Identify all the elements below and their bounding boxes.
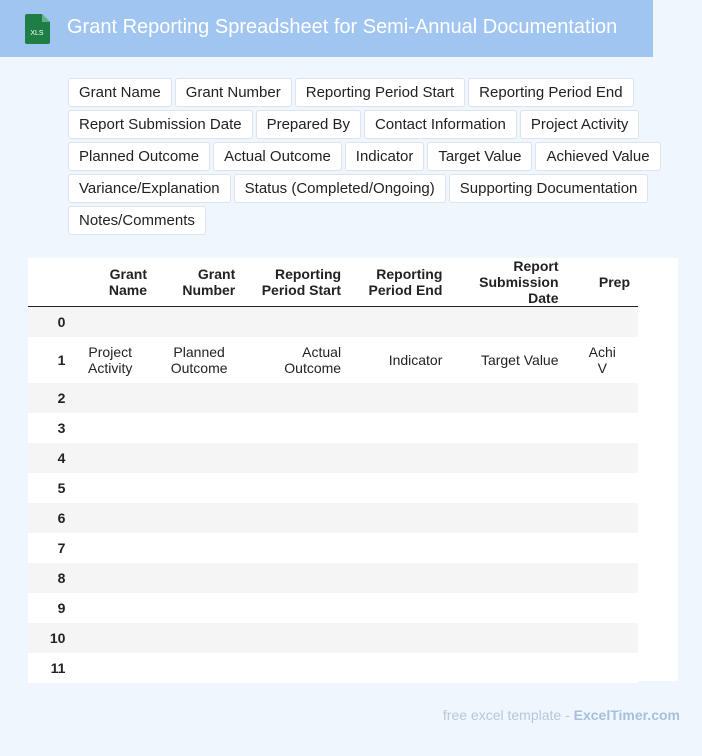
row-index: 7 bbox=[28, 533, 65, 563]
table-cell[interactable] bbox=[65, 503, 155, 533]
column-header[interactable] bbox=[65, 258, 155, 307]
column-header-line: Grant bbox=[197, 266, 236, 282]
table-cell[interactable] bbox=[155, 623, 243, 653]
table-cell[interactable] bbox=[567, 413, 638, 443]
row-index: 8 bbox=[28, 563, 65, 593]
table-row bbox=[28, 593, 638, 623]
footer-credit bbox=[443, 707, 680, 723]
table-cell[interactable] bbox=[243, 383, 349, 413]
row-index: 11 bbox=[28, 653, 65, 683]
table-cell[interactable] bbox=[349, 443, 450, 473]
column-chip[interactable]: Supporting Documentation bbox=[449, 174, 649, 203]
column-header-line: Number bbox=[182, 282, 236, 298]
cell-line: Indicator bbox=[388, 351, 443, 368]
cell-line: Project bbox=[88, 343, 132, 360]
table-cell[interactable] bbox=[450, 413, 566, 443]
cell-line: V bbox=[597, 359, 607, 376]
table-cell[interactable] bbox=[243, 307, 349, 337]
table-row bbox=[28, 413, 638, 443]
column-chip[interactable]: Reporting Period Start bbox=[295, 78, 465, 107]
table-cell[interactable] bbox=[349, 593, 450, 623]
row-index: 4 bbox=[28, 443, 65, 473]
table-cell[interactable] bbox=[155, 443, 243, 473]
table-row bbox=[28, 443, 638, 473]
column-chip[interactable]: Variance/Explanation bbox=[68, 174, 231, 203]
column-header-line: Grant bbox=[109, 266, 148, 282]
table-cell[interactable] bbox=[450, 503, 566, 533]
excel-icon-label: XLS bbox=[30, 30, 44, 37]
index-header bbox=[28, 258, 65, 307]
table-row bbox=[28, 533, 638, 563]
column-header[interactable] bbox=[349, 258, 450, 307]
row-index: 3 bbox=[28, 413, 65, 443]
table-cell[interactable] bbox=[243, 337, 349, 383]
column-chip[interactable]: Report Submission Date bbox=[68, 110, 253, 139]
table-cell[interactable] bbox=[450, 533, 566, 563]
table-cell[interactable] bbox=[155, 503, 243, 533]
table-cell[interactable] bbox=[450, 623, 566, 653]
table-cell[interactable] bbox=[567, 503, 638, 533]
column-chip[interactable]: Grant Number bbox=[175, 78, 292, 107]
row-index: 9 bbox=[28, 593, 65, 623]
column-chip[interactable]: Project Activity bbox=[520, 110, 640, 139]
table-cell[interactable] bbox=[349, 337, 450, 383]
column-chip[interactable]: Notes/Comments bbox=[68, 206, 206, 235]
table-row bbox=[28, 383, 638, 413]
column-header[interactable] bbox=[450, 258, 566, 307]
cell-line: Achi bbox=[588, 343, 616, 360]
column-header[interactable] bbox=[243, 258, 349, 307]
column-header-line: Report bbox=[513, 258, 559, 274]
row-index: 2 bbox=[28, 383, 65, 413]
table-cell[interactable] bbox=[65, 563, 155, 593]
table-cell[interactable] bbox=[65, 533, 155, 563]
table-cell[interactable] bbox=[450, 473, 566, 503]
table-cell[interactable] bbox=[243, 473, 349, 503]
table-cell[interactable] bbox=[65, 337, 155, 383]
table-cell[interactable] bbox=[155, 563, 243, 593]
table-cell[interactable] bbox=[155, 307, 243, 337]
row-index: 1 bbox=[28, 337, 65, 383]
table-cell[interactable] bbox=[155, 473, 243, 503]
table-cell[interactable] bbox=[65, 383, 155, 413]
footer-brand-link[interactable]: ExcelTimer.com bbox=[573, 707, 680, 723]
table-row bbox=[28, 563, 638, 593]
table-cell[interactable] bbox=[349, 563, 450, 593]
table-cell[interactable] bbox=[243, 623, 349, 653]
cell-line: Target Value bbox=[480, 351, 559, 368]
table-cell[interactable] bbox=[567, 307, 638, 337]
footer-prefix: free excel template - bbox=[442, 707, 574, 723]
table-cell[interactable] bbox=[65, 623, 155, 653]
row-index: 10 bbox=[28, 623, 65, 653]
table-cell[interactable] bbox=[155, 383, 243, 413]
table-cell[interactable] bbox=[567, 443, 638, 473]
table-header-row bbox=[28, 258, 638, 307]
table-cell[interactable] bbox=[65, 413, 155, 443]
table-cell[interactable] bbox=[450, 653, 566, 683]
table-cell[interactable] bbox=[567, 473, 638, 503]
table-cell[interactable] bbox=[155, 533, 243, 563]
column-header-line: Name bbox=[108, 282, 148, 298]
table-cell[interactable] bbox=[243, 503, 349, 533]
table-cell[interactable] bbox=[567, 533, 638, 563]
column-chip-list bbox=[68, 78, 668, 235]
excel-file-icon bbox=[24, 14, 50, 44]
table-cell[interactable] bbox=[450, 337, 566, 383]
column-header-line: Period End bbox=[368, 282, 443, 298]
column-chip[interactable]: Achieved Value bbox=[535, 142, 660, 171]
column-header[interactable] bbox=[567, 258, 638, 307]
column-header-line: Period Start bbox=[261, 282, 342, 298]
table-cell[interactable] bbox=[567, 653, 638, 683]
table-cell[interactable] bbox=[349, 473, 450, 503]
spreadsheet-table bbox=[49, 258, 678, 681]
table-cell[interactable] bbox=[450, 593, 566, 623]
table-row bbox=[28, 307, 638, 337]
column-header-line: Reporting bbox=[274, 266, 342, 282]
table-cell[interactable] bbox=[349, 653, 450, 683]
column-header-line: Submission Date bbox=[479, 274, 559, 306]
cell-line: Activity bbox=[88, 359, 133, 376]
page-title: Grant Reporting Spreadsheet for Semi-Annual Documentation bbox=[67, 16, 618, 38]
row-index: 5 bbox=[28, 473, 65, 503]
column-header-line: Reporting bbox=[376, 266, 443, 282]
table-cell[interactable] bbox=[450, 443, 566, 473]
table-row bbox=[28, 473, 638, 503]
table-cell[interactable] bbox=[65, 593, 155, 623]
table-cell[interactable] bbox=[349, 533, 450, 563]
column-chip[interactable]: Planned Outcome bbox=[68, 142, 210, 171]
table-cell[interactable] bbox=[567, 563, 638, 593]
table-cell[interactable] bbox=[349, 383, 450, 413]
column-header-line: Prep bbox=[598, 274, 630, 290]
table-cell[interactable] bbox=[349, 503, 450, 533]
table-cell[interactable] bbox=[450, 563, 566, 593]
cell-line: Outcome bbox=[170, 359, 228, 376]
column-header[interactable] bbox=[155, 258, 243, 307]
table-row bbox=[28, 503, 638, 533]
cell-line: Planned bbox=[173, 343, 225, 360]
table-cell[interactable] bbox=[155, 413, 243, 443]
table-cell[interactable] bbox=[155, 337, 243, 383]
table-cell[interactable] bbox=[450, 383, 566, 413]
table-cell[interactable] bbox=[243, 563, 349, 593]
column-chip[interactable]: Reporting Period End bbox=[468, 78, 633, 107]
column-chip[interactable]: Indicator bbox=[345, 142, 425, 171]
column-chip[interactable]: Grant Name bbox=[68, 78, 172, 107]
table-row bbox=[28, 653, 638, 683]
table-cell[interactable] bbox=[243, 443, 349, 473]
table-cell[interactable] bbox=[243, 593, 349, 623]
table-cell[interactable] bbox=[567, 623, 638, 653]
table-cell[interactable] bbox=[567, 593, 638, 623]
table-cell[interactable] bbox=[243, 413, 349, 443]
column-chip[interactable]: Prepared By bbox=[256, 110, 361, 139]
header-bar bbox=[0, 0, 653, 57]
column-chip[interactable]: Actual Outcome bbox=[213, 142, 342, 171]
table-cell[interactable] bbox=[349, 623, 450, 653]
table-cell[interactable] bbox=[65, 653, 155, 683]
table-row bbox=[28, 623, 638, 653]
table-cell[interactable] bbox=[450, 307, 566, 337]
table-row bbox=[28, 337, 638, 383]
row-index: 0 bbox=[28, 307, 65, 337]
table-cell[interactable] bbox=[65, 443, 155, 473]
row-index: 6 bbox=[28, 503, 65, 533]
table-cell[interactable] bbox=[243, 533, 349, 563]
column-chip[interactable]: Contact Information bbox=[364, 110, 517, 139]
table-cell[interactable] bbox=[65, 473, 155, 503]
table-cell[interactable] bbox=[349, 307, 450, 337]
table-cell[interactable] bbox=[243, 653, 349, 683]
column-chip[interactable]: Target Value bbox=[427, 142, 532, 171]
table-cell[interactable] bbox=[567, 337, 638, 383]
table-cell[interactable] bbox=[349, 413, 450, 443]
table-cell[interactable] bbox=[155, 653, 243, 683]
cell-line: Actual Outcome bbox=[284, 343, 342, 376]
table-cell[interactable] bbox=[155, 593, 243, 623]
table-cell[interactable] bbox=[65, 307, 155, 337]
table-cell[interactable] bbox=[567, 383, 638, 413]
column-chip[interactable]: Status (Completed/Ongoing) bbox=[234, 174, 446, 203]
